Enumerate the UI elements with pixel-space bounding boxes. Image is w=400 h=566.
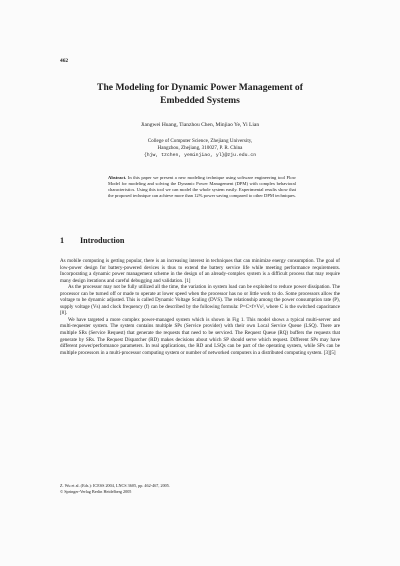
authors: Jiangwei Huang, Tianzhou Chen, Minjiao Ye, Yi Lian bbox=[140, 122, 260, 128]
title-line-2: Embedded Systems bbox=[160, 94, 240, 106]
author-emails: {hjw, tzchen, yeminjiao, yl}@zju.edu.cn bbox=[143, 153, 257, 159]
paragraph: As the processor may not be fully utilized all the time, the variation in system load can be exploited to reduce power dissipation. The processor can be turned off or made to operate at lower speed when the processor has no or little work to do. Some processors allow the voltage to be dynamic adjusted. This is called Dynamic Voltage Scaling (DVS). The relationship among the power consumption rate (P), supply voltage (Vs) and clock frequency (f) can be described by the following formula: P=C×f×Vs², where C is the switched capacitance [8]. bbox=[60, 284, 340, 317]
title-line-1: The Modeling for Dynamic Power Management of bbox=[97, 82, 303, 93]
section-heading bbox=[60, 236, 124, 245]
affiliation-line-2: Hangzhou, Zhejiang, 310027, P. R. China bbox=[157, 145, 243, 152]
footer-line-2: © Springer-Verlag Berlin Heidelberg 2005 bbox=[60, 488, 132, 494]
abstract bbox=[108, 175, 296, 199]
affiliation-line-1: College of Computer Science, Zhejiang University, bbox=[147, 138, 253, 144]
abstract-label: Abstract. bbox=[108, 175, 127, 180]
affiliation bbox=[60, 138, 340, 160]
footer-citation bbox=[60, 483, 170, 494]
paper-title bbox=[60, 82, 340, 107]
section-number: 1 bbox=[60, 236, 65, 245]
paragraph: As mobile computing is getting popular, there is an increasing interest in techniques that can minimize energy consumption. The goal of low-power design for battery-powered devices is thus to extend the battery service life while meeting performance requirements. Incorporating a dynamic power management scheme in the design of an already-complex system is a difficult process that may require many design iterations and careful debugging and validation. [1] bbox=[60, 258, 340, 284]
page-number: 462 bbox=[60, 58, 69, 64]
footer-line-1: Z. Wu et al. (Eds.): ICESS 2004, LNCS 3605, pp. 462-467, 2005. bbox=[60, 483, 170, 488]
section-title: Introduction bbox=[80, 236, 125, 245]
abstract-text: In this paper we present a new modeling technique using software engineering tool Flow Model for modeling and solving the Dynamic Power Management (DPM) with complex behavioral characteristics. Using this tool we can model the whole system easily. Experimental results show that the proposed technique can achieve more than 12% power saving compared to other DPM techniques. bbox=[108, 175, 296, 199]
paragraph: We have targeted a more complex power-managed system which is shown in Fig 1. This model shows a typical multi-server and multi-requester system. The system contains multiple SPs (Service provider) with their own Local Service Queue (LSQ). There are multiple SRs (Service Request) that generate the requests that need to be serviced. The Request Queue (RQ) buffers the requests that generate by SRs. The Request Dispatcher (RD) makes decisions about which SP should serve which request. Different SPs may have different power/performance parameters. In real applications, the RD and LSQs can be part of the operating system, while SPs can be multiple processors in a multi-processor computing system or number of networked computers in a distributed computing system. [3][5] bbox=[60, 316, 340, 356]
body-text bbox=[60, 258, 340, 356]
